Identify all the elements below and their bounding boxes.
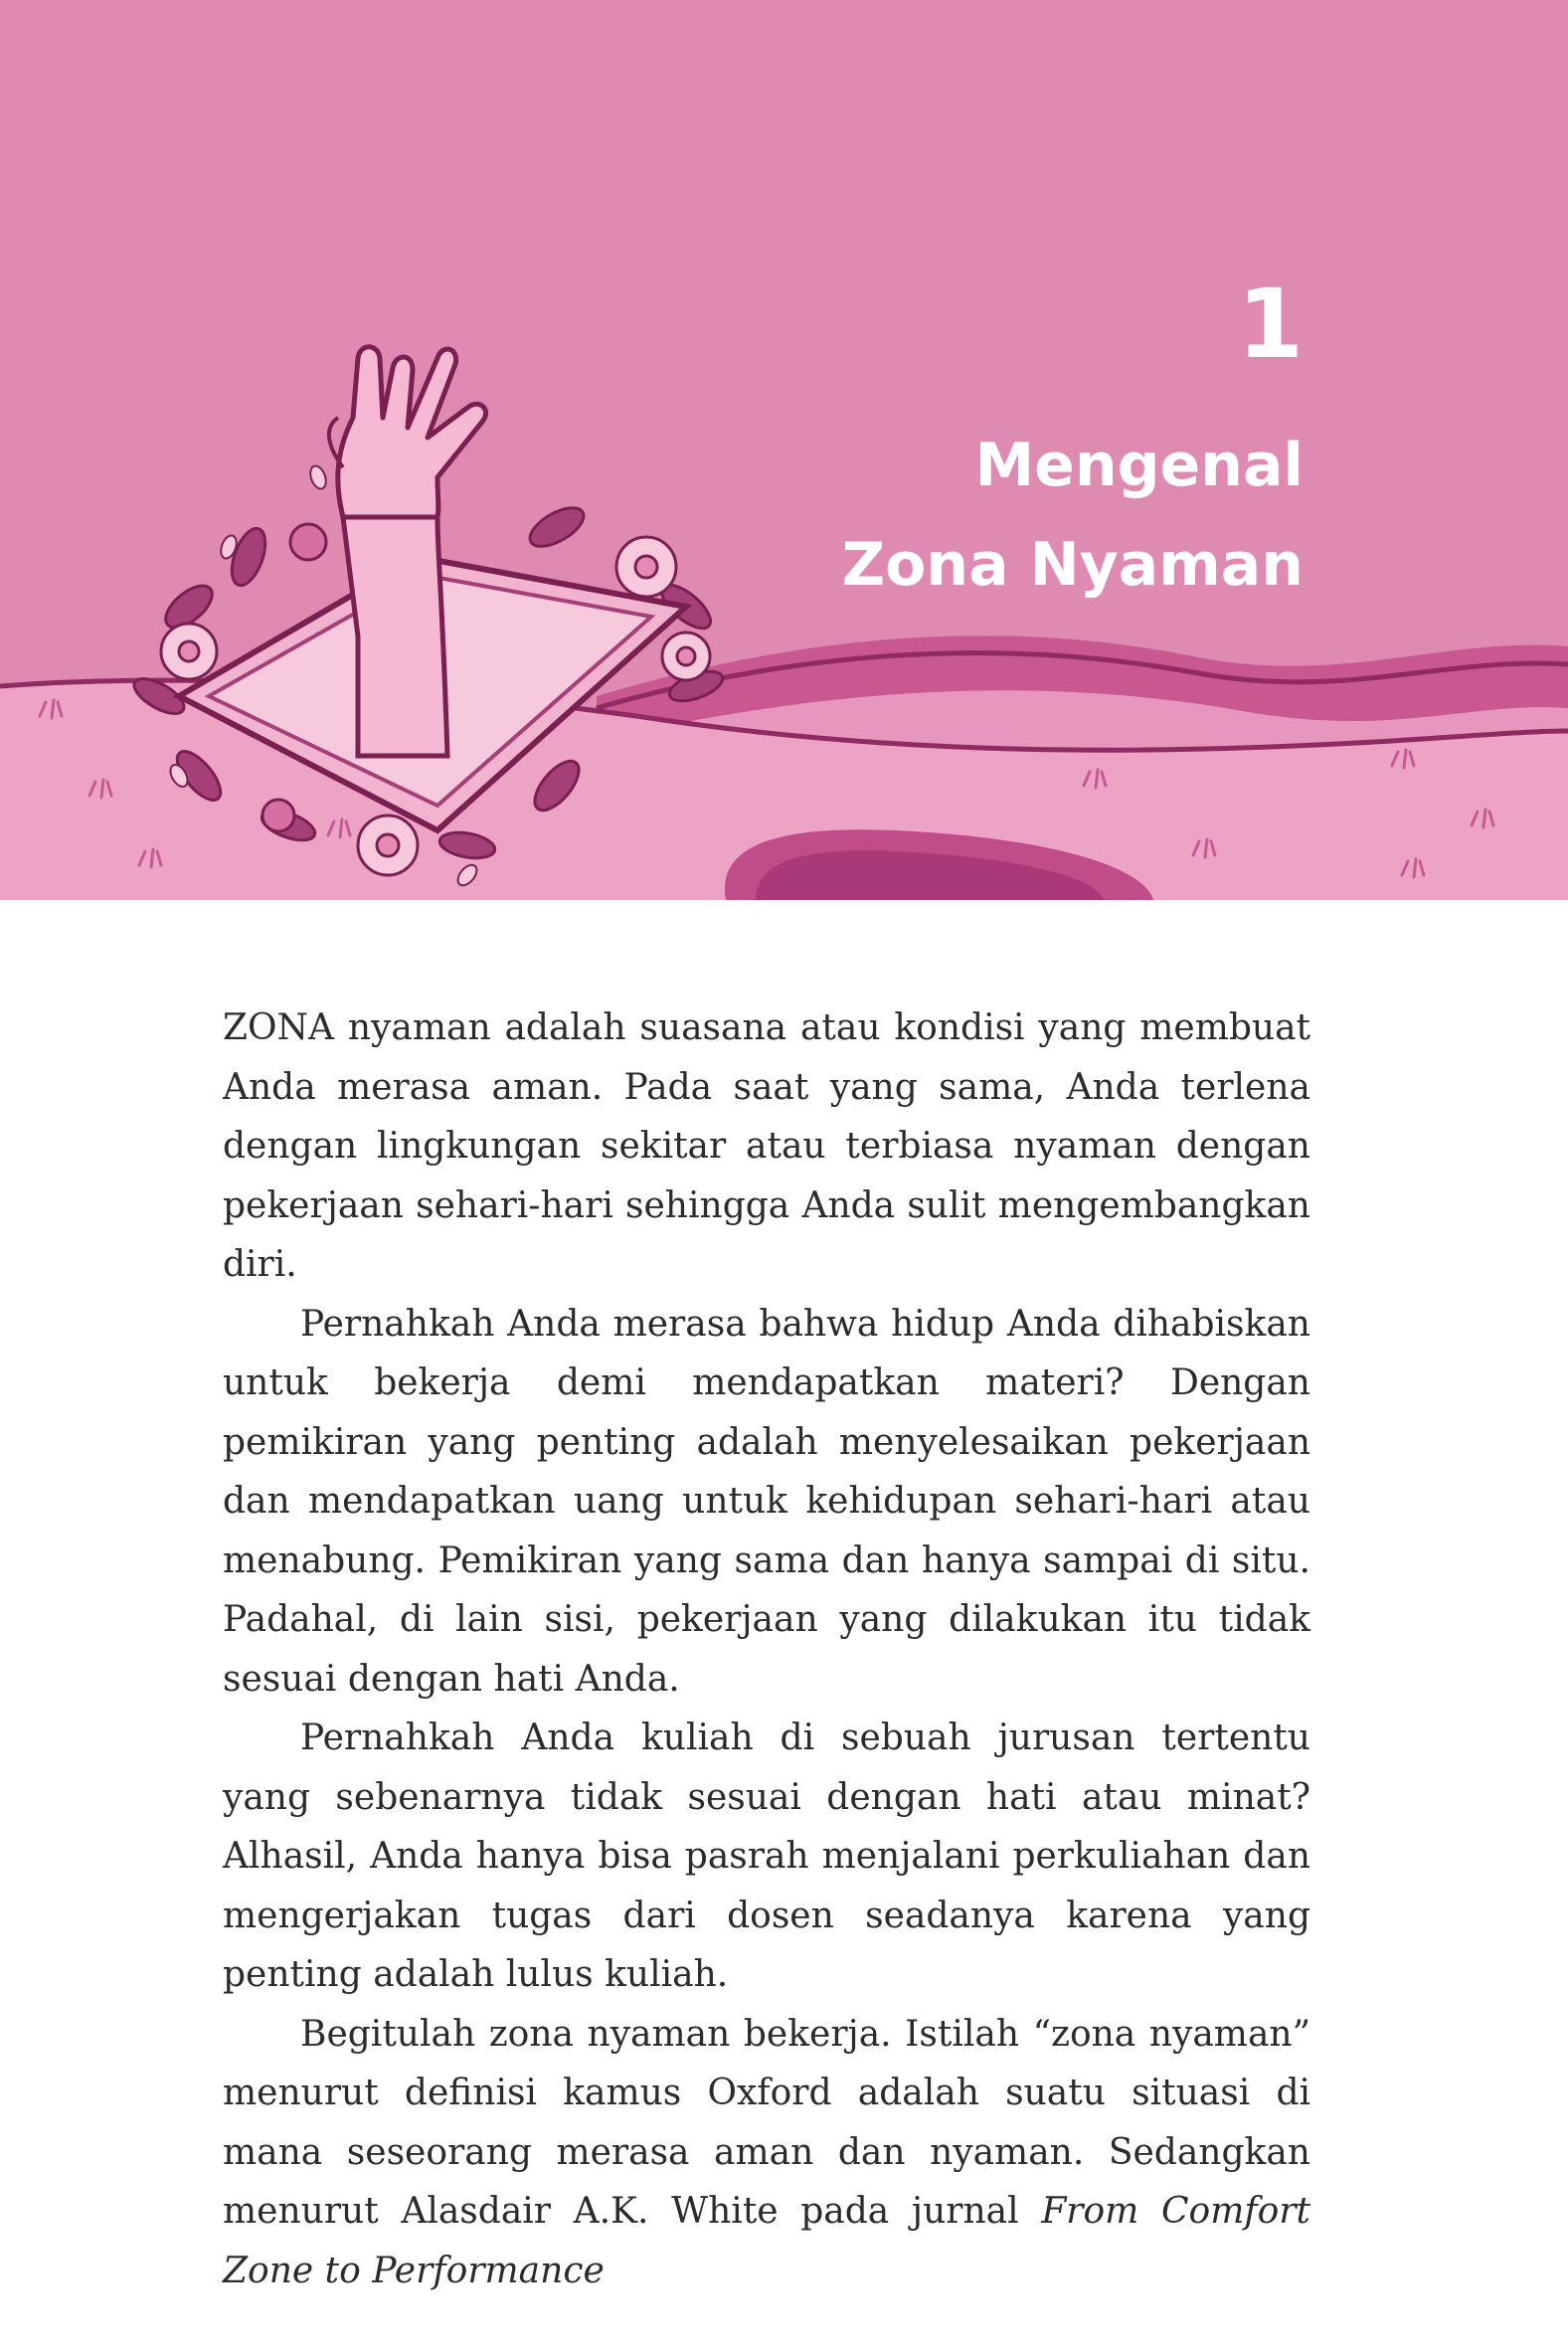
paragraph-1: ZONA nyaman adalah suasana atau kondisi yang membuat Anda merasa aman. Pada saat yang sama, Anda terlena dengan lingkungan sekitar atau terbiasa nyaman dengan pekerjaan sehari-hari sehingga Anda sulit mengembangkan diri. (223, 1007, 1310, 1285)
journal-title: From Comfort Zone to Performance (223, 2191, 1310, 2291)
chapter-title (608, 416, 1304, 615)
paragraph-2: Pernahkah Anda merasa bahwa hidup Anda dihabiskan untuk bekerja demi mendapatkan materi? Dengan pemikiran yang penting adalah menyelesaikan pekerjaan dan mendapatkan uang untuk kehidupan sehari-hari atau menabung. Pemikiran yang sama dan hanya sampai di situ. Padahal, di lain sisi, pekerjaan yang dilakukan itu tidak sesuai dengan hati Anda. (223, 1303, 1310, 1700)
chapter-header (0, 0, 1568, 900)
paragraph-3: Pernahkah Anda kuliah di sebuah jurusan tertentu yang sebenarnya tidak sesuai dengan hati atau minat? Alhasil, Anda hanya bisa pasrah menjalani perkuliahan dan mengerjakan tugas dari dosen seadanya karena yang penting adalah lulus kuliah. (223, 1718, 1310, 1995)
chapter-title-line1: Mengenal (974, 431, 1304, 500)
chapter-body (223, 998, 1310, 2300)
chapter-number: 1 (1237, 269, 1304, 380)
paragraph-4 (223, 2005, 1310, 2301)
paragraph-4-text: Begitulah zona nyaman bekerja. Istilah “zona nyaman” menurut definisi kamus Oxford adalah suatu situasi di mana seseorang merasa aman dan nyaman. Sedangkan menurut Alasdair A.K. White pada jurnal (223, 2013, 1310, 2232)
chapter-title-line2: Zona Nyaman (841, 530, 1304, 600)
